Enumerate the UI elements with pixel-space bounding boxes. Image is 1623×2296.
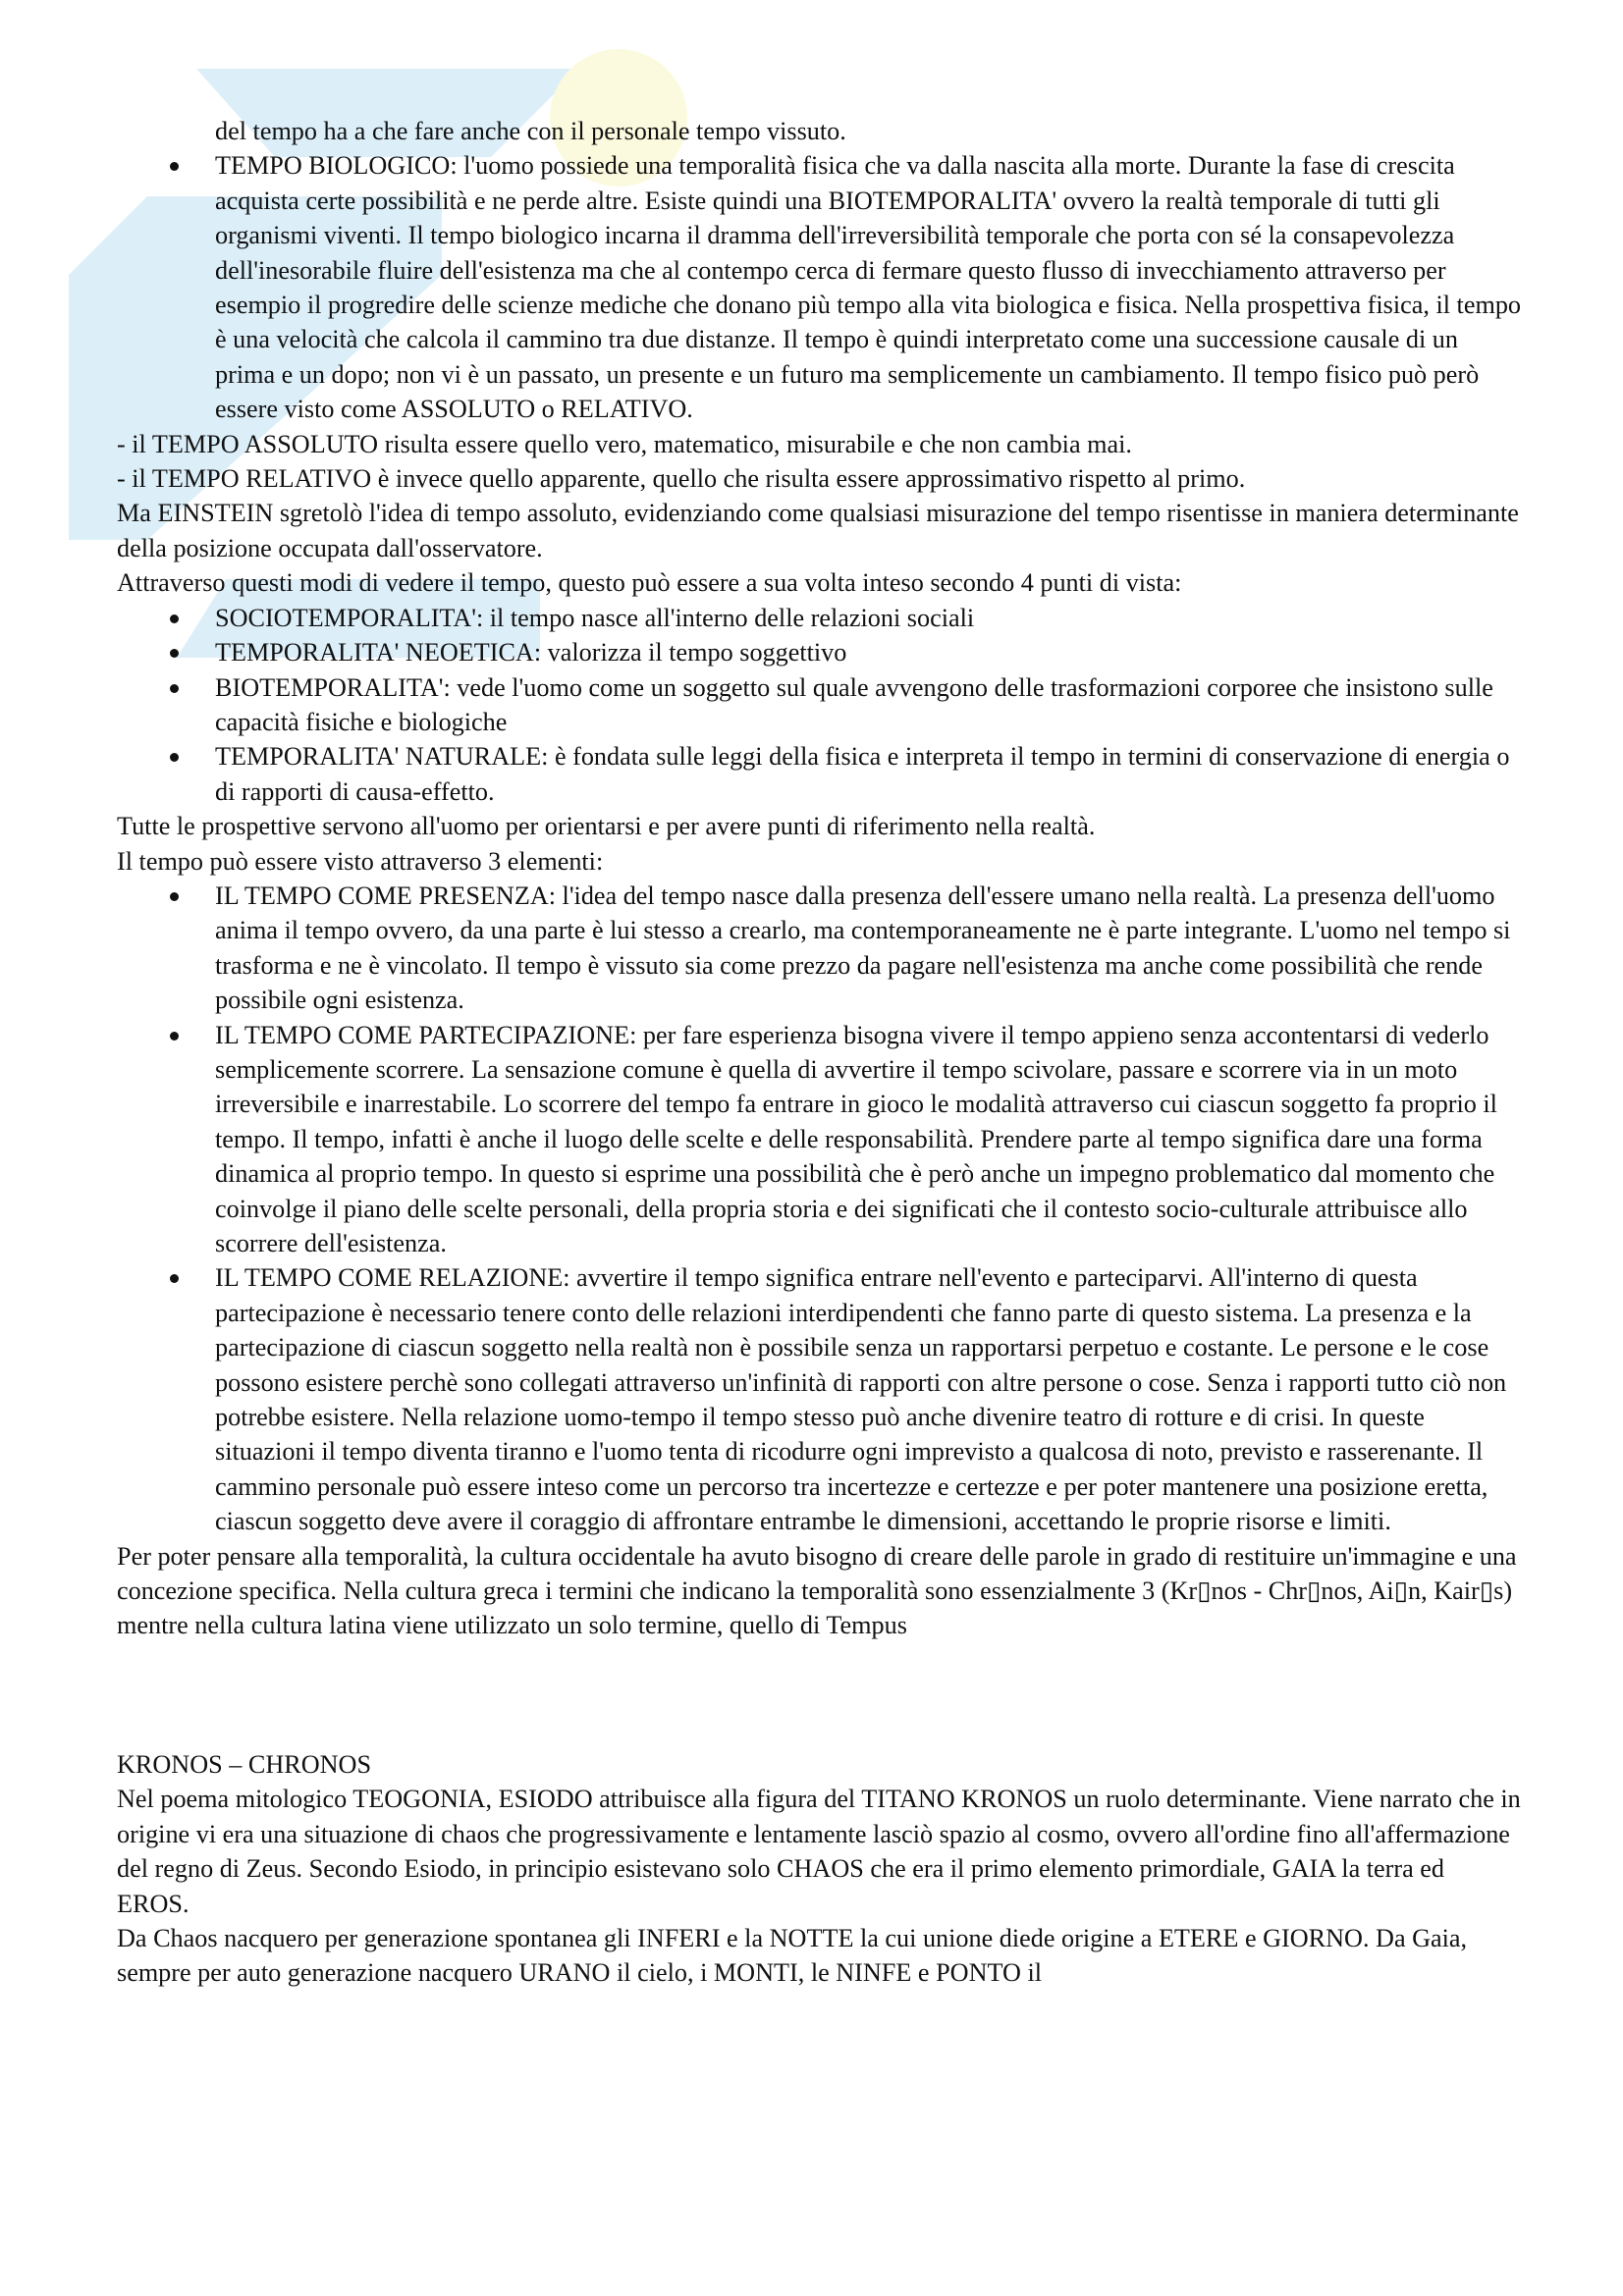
section-spacer xyxy=(117,1643,1521,1747)
western-culture-paragraph: Per poter pensare alla temporalità, la cultura occidentale ha avuto bisogno di creare delle parole in grado di restituire un'immagine e una concezione specifica. Nella cultura greca i termini che indicano la temporalità sono essenzialmente 3 (Kr▯nos - Chr▯nos, Ai▯n, Kair▯s) mentre nella cultura latina viene utilizzato un solo termine, quello di Tempus xyxy=(117,1541,1517,1640)
elements-list xyxy=(117,879,1521,1539)
section-heading: KRONOS – CHRONOS xyxy=(117,1749,372,1779)
document-page xyxy=(117,114,1521,1991)
viewpoint-item: BIOTEMPORALITA': vede l'uomo come un soggetto sul quale avvengono delle trasformazioni corporee che insistono sulle capacità fisiche e biologiche xyxy=(117,670,1521,740)
tempo-assoluto: - il TEMPO ASSOLUTO risulta essere quello vero, matematico, misurabile e che non cambia mai. xyxy=(117,429,1132,458)
element-item: IL TEMPO COME RELAZIONE: avvertire il tempo significa entrare nell'evento e parteciparvi. All'interno di questa partecipazione è necessario tenere conto delle relazioni interdipendenti che fanno parte di questo sistema. La presenza e la partecipazione di ciascun soggetto nella realtà non è possibile senza un rapportarsi perpetuo e costante. Le persone e le cose possono esistere perchè sono collegati attraverso un'infinità di rapporti con altre persone o cose. Senza i rapporti tutto ciò non potrebbe esistere. Nella relazione uomo-tempo il tempo stesso può anche divenire teatro di rotture e di crisi. In queste situazioni il tempo diventa tiranno e l'uomo tenta di ricodurre ogni imprevisto a qualcosa di noto, previsto e rasserenante. Il cammino personale può essere inteso come un percorso tra incertezze e certezze e per poter mantenere una posizione eretta, ciascun soggetto deve avere il coraggio di affrontare entrambe le dimensioni, accettando le proprie risorse e limiti. xyxy=(117,1260,1521,1538)
viewpoint-item: TEMPORALITA' NATURALE: è fondata sulle leggi della fisica e interpreta il tempo in termini di conservazione di energia o di rapporti di causa-effetto. xyxy=(117,739,1521,809)
teogonia-paragraph: Nel poema mitologico TEOGONIA, ESIODO attribuisce alla figura del TITANO KRONOS un ruolo determinante. Viene narrato che in origine vi era una situazione di chaos che progressivamente e lentamente lasciò spazio al cosmo, ovvero all'ordine fino all'affermazione del regno di Zeus. Secondo Esiodo, in principio esistevano solo CHAOS che era il primo elemento primordiale, GAIA la terra ed EROS. xyxy=(117,1785,1521,1918)
viewpoints-intro: Attraverso questi modi di vedere il tempo, questo può essere a sua volta inteso secondo 4 punti di vista: xyxy=(117,568,1182,598)
viewpoints-list xyxy=(117,601,1521,809)
bullet-tempo-biologico: TEMPO BIOLOGICO: l'uomo possiede una temporalità fisica che va dalla nascita alla morte. Durante la fase di crescita acquista certe possibilità e ne perde altre. Esiste quindi una BIOTEMPORALITA' ovvero la realtà temporale di tutti gli organismi viventi. Il tempo biologico incarna il dramma dell'irreversibilità temporale che porta con sé la consapevolezza dell'inesorabile fluire dell'esistenza ma che al contempo cerca di fermare questo flusso di invecchiamento attraverso per esempio il progredire delle scienze mediche che donano più tempo alla vita biologica e fisica. Nella prospettiva fisica, il tempo è una velocità che calcola il cammino tra due distanze. Il tempo è quindi interpretato come una successione causale di un prima e un dopo; non vi è un passato, un presente e un futuro ma semplicemente un cambiamento. Il tempo fisico può però essere visto come ASSOLUTO o RELATIVO. xyxy=(117,148,1521,426)
tempo-relativo: - il TEMPO RELATIVO è invece quello apparente, quello che risulta essere approssimativo rispetto al primo. xyxy=(117,464,1246,494)
tempo-biologico-list xyxy=(117,148,1521,426)
intro-continuation: del tempo ha a che fare anche con il personale tempo vissuto. xyxy=(215,117,846,145)
element-item: IL TEMPO COME PRESENZA: l'idea del tempo nasce dalla presenza dell'essere umano nella realtà. La presenza dell'uomo anima il tempo ovvero, da una parte è lui stesso a crearlo, ma contemporaneamente ne è parte integrante. L'uomo nel tempo si trasforma e ne è vincolato. Il tempo è vissuto sia come prezzo da pagare nell'esistenza ma anche come possibilità che rende possibile ogni esistenza. xyxy=(117,879,1521,1018)
viewpoint-item: SOCIOTEMPORALITA': il tempo nasce all'interno delle relazioni sociali xyxy=(117,601,1521,635)
perspectives-summary: Tutte le prospettive servono all'uomo per orientarsi e per avere punti di riferimento nella realtà. xyxy=(117,812,1096,841)
viewpoint-item: TEMPORALITA' NEOETICA: valorizza il tempo soggettivo xyxy=(117,635,1521,669)
einstein-paragraph: Ma EINSTEIN sgretolò l'idea di tempo assoluto, evidenziando come qualsiasi misurazione del tempo risentisse in maniera determinante della posizione occupata dall'osservatore. xyxy=(117,499,1519,562)
chaos-generation-paragraph: Da Chaos nacquero per generazione spontanea gli INFERI e la NOTTE la cui unione diede origine a ETERE e GIORNO. Da Gaia, sempre per auto generazione nacquero URANO il cielo, i MONTI, le NINFE e PONTO il xyxy=(117,1923,1468,1988)
element-item: IL TEMPO COME PARTECIPAZIONE: per fare esperienza bisogna vivere il tempo appieno senza accontentarsi di vederlo semplicemente scorrere. La sensazione comune è quella di avvertire il tempo scivolare, passare e scorrere via in un moto irreversibile e inarrestabile. Lo scorrere del tempo fa entrare in gioco le modalità attraverso cui ciascun soggetto fa proprio il tempo. Il tempo, infatti è anche il luogo delle scelte e delle responsabilità. Prendere parte al tempo significa dare una forma dinamica al proprio tempo. In questo si esprime una possibilità che è però anche un impegno problematico dal momento che coinvolge il piano delle scelte personali, della propria storia e dei significati che il contesto socio-culturale attribuisce allo scorrere dell'esistenza. xyxy=(117,1018,1521,1261)
elements-intro: Il tempo può essere visto attraverso 3 elementi: xyxy=(117,846,604,876)
